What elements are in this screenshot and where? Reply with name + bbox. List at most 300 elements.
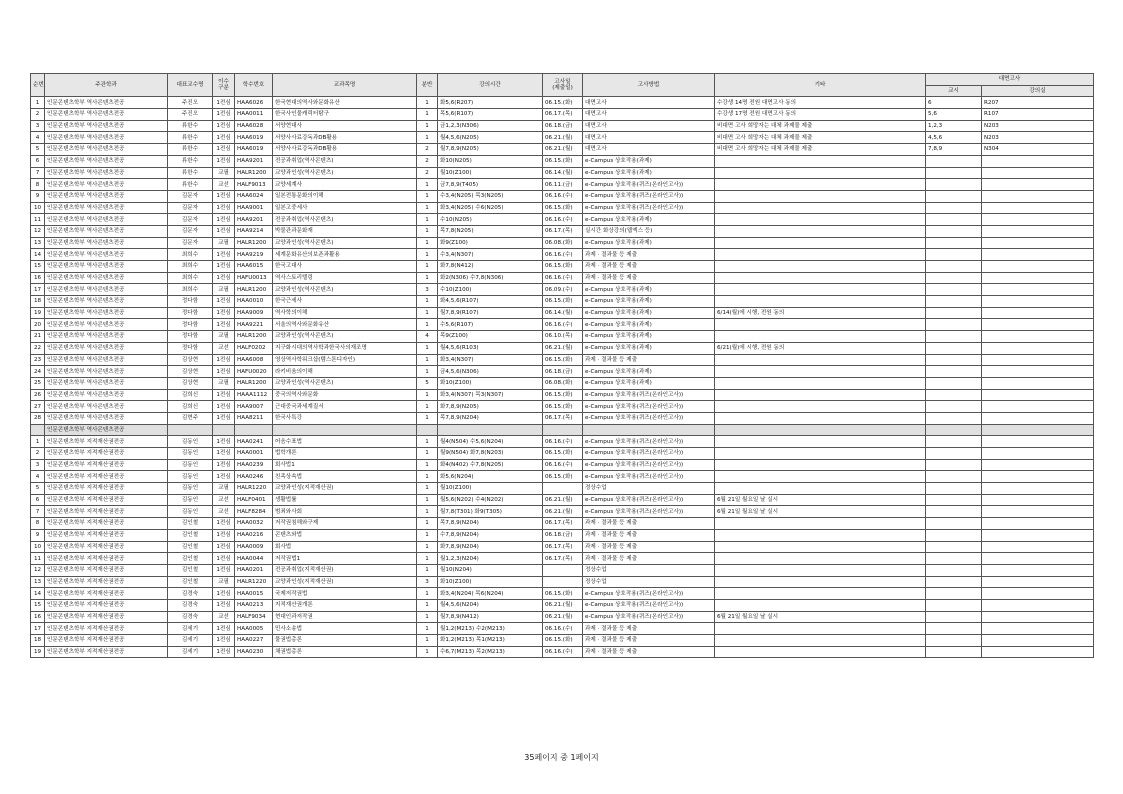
table-cell: HALR1200 (235, 284, 273, 296)
table-cell (926, 179, 982, 191)
table-cell: e-Campus 상호작용(과제) (583, 377, 715, 389)
table-cell: 월5,6(N202) 수4(N202) (438, 494, 543, 506)
col-dept: 주관학과 (45, 74, 168, 97)
table-cell: 금4,5,6(N306) (438, 366, 543, 378)
table-cell: 인문콘텐츠학부 역사콘텐츠전공 (45, 307, 168, 319)
table-cell: 김문자 (168, 202, 213, 214)
table-row (31, 623, 1094, 635)
table-cell: 06.16.(수) (543, 249, 583, 261)
table-cell: HALF0401 (235, 494, 273, 506)
table-cell: 친족상속법 (273, 471, 417, 483)
table-cell (982, 190, 1094, 202)
table-cell: 과제 · 결과물 등 제출 (583, 272, 715, 284)
table-cell (715, 459, 926, 471)
table-cell: 인문콘텐츠학부 역사콘텐츠전공 (45, 377, 168, 389)
table-cell: 12 (31, 225, 45, 237)
table-cell: 11 (31, 553, 45, 565)
table-cell: 정다함 (168, 319, 213, 331)
table-row (31, 436, 1094, 448)
table-cell: 06.15.(화) (543, 448, 583, 460)
table-cell: 6월 21일 월요일 날 실시 (715, 611, 926, 623)
table-row (31, 635, 1094, 647)
table-cell: 1 (417, 506, 438, 518)
table-cell: 저작권침해와구제 (273, 518, 417, 530)
table-row (31, 167, 1094, 179)
table-cell: 수10(Z100) (438, 284, 543, 296)
table-cell: 1전심 (213, 109, 235, 121)
table-cell: 인문콘텐츠학부 역사콘텐츠전공 (45, 144, 168, 156)
table-cell: 1전심 (213, 635, 235, 647)
table-cell: e-Campus 상호작용(퀴즈(온라인고사)) (583, 448, 715, 460)
table-cell: e-Campus 상호작용(과제) (583, 237, 715, 249)
table-cell (715, 599, 926, 611)
table-row (31, 494, 1094, 506)
table-cell: 1 (417, 249, 438, 261)
table-cell: 06.14.(월) (543, 307, 583, 319)
table-cell (715, 646, 926, 658)
table-cell: 1전심 (213, 518, 235, 530)
table-cell: e-Campus 상호작용(과제) (583, 307, 715, 319)
col-code: 학수번호 (235, 74, 273, 97)
table-cell: 최희수 (168, 284, 213, 296)
table-cell (715, 214, 926, 226)
table-cell: HAA0239 (235, 459, 273, 471)
table-cell: 1 (417, 214, 438, 226)
table-cell: 인문콘텐츠학부 지적재산권전공 (45, 529, 168, 541)
table-cell: 1 (417, 436, 438, 448)
table-cell: 화10(N205) (438, 155, 543, 167)
table-cell: 06.15.(화) (543, 296, 583, 308)
table-cell: HAA0216 (235, 529, 273, 541)
table-cell: HAAA1112 (235, 389, 273, 401)
col-time: 강의시간 (438, 74, 543, 97)
table-cell: 인문콘텐츠학부 지적재산권전공 (45, 518, 168, 530)
table-cell: 김인철 (168, 518, 213, 530)
table-cell: 06.18.(금) (543, 529, 583, 541)
table-cell: 1전심 (213, 541, 235, 553)
table-cell: 서양사사료강독과DB활용 (273, 144, 417, 156)
table-cell: 수강생 17명 전원 대면고사 동의 (715, 109, 926, 121)
table-cell: 교선 (213, 342, 235, 354)
table-cell: 1 (417, 635, 438, 647)
table-cell: 월1,2,3(N204) (438, 553, 543, 565)
table-cell: HAA9221 (235, 319, 273, 331)
table-cell: 역사스토리텔링 (273, 272, 417, 284)
table-cell: 교필 (213, 167, 235, 179)
table-cell: 콘텐츠와법 (273, 529, 417, 541)
table-cell: 인문콘텐츠학부 역사콘텐츠전공 (45, 109, 168, 121)
table-cell (982, 331, 1094, 343)
table-cell: 인문콘텐츠학부 역사콘텐츠전공 (45, 412, 168, 424)
table-cell: 1 (417, 190, 438, 202)
table-cell: 24 (31, 366, 45, 378)
table-cell: 4,5,6 (926, 132, 982, 144)
table-cell: 대면고사 (583, 144, 715, 156)
table-cell: 1전심 (213, 225, 235, 237)
table-cell: 1 (417, 483, 438, 495)
table-cell (543, 564, 583, 576)
table-cell: 대면고사 (583, 120, 715, 132)
table-cell: 김인철 (168, 553, 213, 565)
table-cell: 한국고대사 (273, 261, 417, 273)
table-cell: 생활법률 (273, 494, 417, 506)
table-cell: e-Campus 상호작용(퀴즈(온라인고사)) (583, 506, 715, 518)
table-cell: HAA9214 (235, 225, 273, 237)
table-cell (982, 354, 1094, 366)
table-cell: HAA0241 (235, 436, 273, 448)
table-cell: 류한수 (168, 132, 213, 144)
table-cell: 1 (417, 120, 438, 132)
table-cell (583, 424, 715, 436)
table-cell (982, 459, 1094, 471)
table-cell (926, 225, 982, 237)
table-cell: 16 (31, 611, 45, 623)
table-cell: 김동인 (168, 483, 213, 495)
table-cell: 1전심 (213, 296, 235, 308)
table-cell: 전공과취업(지적재산권) (273, 564, 417, 576)
table-cell: 9 (31, 190, 45, 202)
table-cell: 역사학의이해 (273, 307, 417, 319)
table-cell: 7 (31, 167, 45, 179)
table-cell: e-Campus 상호작용(퀴즈(온라인고사)) (583, 436, 715, 448)
table-cell: 3 (31, 120, 45, 132)
table-cell: 교필 (213, 483, 235, 495)
table-cell (168, 424, 213, 436)
table-cell (982, 623, 1094, 635)
table-cell: 1전심 (213, 412, 235, 424)
table-row (31, 284, 1094, 296)
table-cell: 류한수 (168, 179, 213, 191)
table-cell: HAFU0020 (235, 366, 273, 378)
table-cell: 과제 · 결과물 등 제출 (583, 646, 715, 658)
table-cell: 월7,8,9(R107) (438, 307, 543, 319)
table-cell (926, 155, 982, 167)
table-cell: 인문콘텐츠학부 역사콘텐츠전공 (45, 190, 168, 202)
table-cell: 인문콘텐츠학부 지적재산권전공 (45, 436, 168, 448)
table-cell: 최희수 (168, 249, 213, 261)
table-cell: 06.08.(화) (543, 377, 583, 389)
table-row (31, 354, 1094, 366)
table-cell: HAA6026 (235, 97, 273, 109)
table-row (31, 646, 1094, 658)
table-cell: 06.15.(화) (543, 471, 583, 483)
table-cell (982, 377, 1094, 389)
table-cell: HAA0001 (235, 448, 273, 460)
table-cell: 17 (31, 623, 45, 635)
table-cell: HALF0202 (235, 342, 273, 354)
table-cell: 2 (417, 144, 438, 156)
table-cell: e-Campus 상호작용(과제) (583, 331, 715, 343)
table-cell (926, 436, 982, 448)
table-cell: 김경숙 (168, 611, 213, 623)
table-cell: 화2(N306) 수7,8(N306) (438, 272, 543, 284)
table-cell: 과제 · 결과물 등 제출 (583, 635, 715, 647)
table-cell: 김동인 (168, 506, 213, 518)
table-cell (982, 448, 1094, 460)
table-cell: 목7,8,9(N204) (438, 518, 543, 530)
table-row (31, 389, 1094, 401)
table-cell: 9 (31, 529, 45, 541)
table-cell (982, 389, 1094, 401)
table-cell: 1 (417, 261, 438, 273)
table-cell (982, 366, 1094, 378)
table-cell: 17 (31, 284, 45, 296)
table-cell: 과제 · 결과물 등 제출 (583, 249, 715, 261)
table-cell: 2 (31, 109, 45, 121)
table-cell: 법학개론 (273, 448, 417, 460)
table-cell: 정상수업 (583, 576, 715, 588)
exam-schedule-sheet (30, 73, 1093, 658)
col-course: 교과목명 (273, 74, 417, 97)
table-cell: 김인철 (168, 541, 213, 553)
col-sec: 분반 (417, 74, 438, 97)
table-cell: 인문콘텐츠학부 역사콘텐츠전공 (45, 97, 168, 109)
table-cell: 1전심 (213, 553, 235, 565)
table-row (31, 483, 1094, 495)
table-cell: 수10(N205) (438, 214, 543, 226)
table-cell (715, 366, 926, 378)
table-row (31, 296, 1094, 308)
table-cell (438, 424, 543, 436)
table-cell (982, 167, 1094, 179)
table-row (31, 611, 1094, 623)
table-row (31, 120, 1094, 132)
table-cell (926, 167, 982, 179)
table-cell: e-Campus 상호작용(퀴즈(온라인고사)) (583, 459, 715, 471)
table-cell: 25 (31, 377, 45, 389)
table-cell: 06.15.(화) (543, 635, 583, 647)
table-cell: 1전심 (213, 564, 235, 576)
table-row (31, 144, 1094, 156)
table-cell: 화5,6(N204) (438, 471, 543, 483)
table-cell: 4 (31, 471, 45, 483)
table-cell: 한국근세사 (273, 296, 417, 308)
exam-schedule-table (30, 73, 1094, 658)
col-type: 이수 구분 (213, 74, 235, 97)
table-cell (926, 296, 982, 308)
table-cell: 1전심 (213, 401, 235, 413)
table-cell: e-Campus 상호작용(과제) (583, 155, 715, 167)
table-cell: 3 (417, 576, 438, 588)
table-cell: 화3,4(N204) 목6(N204) (438, 588, 543, 600)
table-cell: 5 (31, 144, 45, 156)
table-cell: 06.16.(수) (543, 319, 583, 331)
table-cell: 인문콘텐츠학부 역사콘텐츠전공 (45, 214, 168, 226)
table-cell: 인문콘텐츠학부 지적재산권전공 (45, 506, 168, 518)
table-cell (982, 155, 1094, 167)
table-cell: 김세기 (168, 623, 213, 635)
table-cell: 인문콘텐츠학부 역사콘텐츠전공 (45, 401, 168, 413)
table-cell: 14 (31, 249, 45, 261)
table-cell: 류한수 (168, 155, 213, 167)
table-cell: 1 (417, 611, 438, 623)
table-cell: 화10(Z100) (438, 576, 543, 588)
table-cell: e-Campus 상호작용(과제) (583, 319, 715, 331)
table-cell: 저작권법1 (273, 553, 417, 565)
table-cell (543, 424, 583, 436)
table-cell (715, 401, 926, 413)
table-cell: HAA6008 (235, 354, 273, 366)
table-cell (715, 576, 926, 588)
table-cell (926, 506, 982, 518)
table-cell: 교양과인성(역사콘텐츠) (273, 377, 417, 389)
table-cell: 김상현 (168, 377, 213, 389)
table-cell: e-Campus 상호작용(퀴즈(온라인고사)) (583, 599, 715, 611)
table-cell: 1전심 (213, 144, 235, 156)
table-cell (982, 412, 1094, 424)
table-cell (715, 424, 926, 436)
table-cell: 1 (417, 564, 438, 576)
table-cell: 화4,5,6(R107) (438, 296, 543, 308)
table-cell: 06.17.(목) (543, 109, 583, 121)
table-cell: 인문콘텐츠학부 역사콘텐츠전공 (45, 331, 168, 343)
table-cell (273, 424, 417, 436)
table-cell: 1전심 (213, 97, 235, 109)
table-cell: e-Campus 상호작용(과제) (583, 296, 715, 308)
table-cell: 교필 (213, 284, 235, 296)
table-cell: 비대면 고사 희망자는 대체 과제물 제출 (715, 132, 926, 144)
table-row (31, 471, 1094, 483)
table-cell: HAA6019 (235, 144, 273, 156)
table-row (31, 261, 1094, 273)
table-cell (982, 553, 1094, 565)
table-cell: HAA6019 (235, 132, 273, 144)
table-cell (926, 412, 982, 424)
table-row (31, 155, 1094, 167)
table-cell (926, 483, 982, 495)
table-cell: 교양과인성(역사콘텐츠) (273, 237, 417, 249)
table-cell: 서울의역사와문화유산 (273, 319, 417, 331)
table-cell (926, 284, 982, 296)
table-cell: 수강생 14명 전원 대면고사 동의 (715, 97, 926, 109)
table-cell (417, 424, 438, 436)
table-cell: 인문콘텐츠학부 지적재산권전공 (45, 623, 168, 635)
table-row (31, 97, 1094, 109)
table-cell (715, 225, 926, 237)
table-cell (926, 564, 982, 576)
table-cell: 월4,5,6(N204) (438, 599, 543, 611)
table-cell: 6월 21일 월요일 날 실시 (715, 494, 926, 506)
table-cell (715, 331, 926, 343)
table-cell: 3 (31, 459, 45, 471)
table-row (31, 564, 1094, 576)
table-cell (926, 214, 982, 226)
table-cell: 대면고사 (583, 109, 715, 121)
table-cell (982, 272, 1094, 284)
table-cell: 1 (417, 97, 438, 109)
table-cell (926, 342, 982, 354)
table-cell: 세계문화유산의보존과활용 (273, 249, 417, 261)
table-cell: 06.16.(수) (543, 272, 583, 284)
table-cell: 수3,4(N205) 목3(N205) (438, 190, 543, 202)
table-cell: 인문콘텐츠학부 역사콘텐츠전공 (45, 120, 168, 132)
table-cell: 김경숙 (168, 588, 213, 600)
table-cell: 1 (417, 459, 438, 471)
table-cell: 1전심 (213, 354, 235, 366)
table-cell: 1 (417, 342, 438, 354)
table-cell: 06.16.(수) (543, 436, 583, 448)
table-cell: 1전심 (213, 599, 235, 611)
table-row (31, 179, 1094, 191)
table-cell (715, 179, 926, 191)
table-cell: 수6,7(M213) 목2(M213) (438, 646, 543, 658)
table-cell: 1 (417, 646, 438, 658)
table-cell: 인문콘텐츠학부 역사콘텐츠전공 (45, 179, 168, 191)
table-cell: 1 (31, 436, 45, 448)
table-row (31, 132, 1094, 144)
table-cell: 김희신 (168, 389, 213, 401)
table-cell: 김동인 (168, 436, 213, 448)
table-cell: 4 (417, 331, 438, 343)
table-cell (982, 646, 1094, 658)
table-cell: 김문자 (168, 190, 213, 202)
table-cell: 월10(Z100) (438, 483, 543, 495)
table-cell: 06.21.(월) (543, 494, 583, 506)
table-cell (982, 611, 1094, 623)
table-cell: 목5,6(R107) (438, 109, 543, 121)
table-row (31, 541, 1094, 553)
table-cell: 1 (417, 529, 438, 541)
table-cell: 06.15.(화) (543, 155, 583, 167)
table-cell: 1전심 (213, 214, 235, 226)
table-cell: 06.21.(월) (543, 342, 583, 354)
table-cell: 1 (417, 599, 438, 611)
table-cell: 교양세계사 (273, 179, 417, 191)
table-cell: HAFU0013 (235, 272, 273, 284)
table-cell: 06.15.(화) (543, 202, 583, 214)
table-cell: 06.15.(화) (543, 389, 583, 401)
table-cell: 1전심 (213, 459, 235, 471)
table-cell (213, 424, 235, 436)
table-row (31, 342, 1094, 354)
table-cell: 류한수 (168, 120, 213, 132)
table-cell: 김희신 (168, 401, 213, 413)
table-cell: 06.17.(목) (543, 225, 583, 237)
table-cell (982, 214, 1094, 226)
table-cell: e-Campus 상호작용(퀴즈(온라인고사)) (583, 471, 715, 483)
table-cell: HAA9007 (235, 401, 273, 413)
table-cell: HAA0213 (235, 599, 273, 611)
table-cell: HALR1220 (235, 483, 273, 495)
table-cell: 과제 · 결과물 등 제출 (583, 553, 715, 565)
table-cell: 인문콘텐츠학부 지적재산권전공 (45, 448, 168, 460)
table-cell: 1 (417, 401, 438, 413)
table-cell: 1,2,3 (926, 120, 982, 132)
table-cell: 인문콘텐츠학부 역사콘텐츠전공 (45, 319, 168, 331)
table-cell: HALF8284 (235, 506, 273, 518)
table-cell: 교양과인성(지적재산권) (273, 483, 417, 495)
table-cell: 월7,8,9(N412) (438, 611, 543, 623)
table-cell: e-Campus 상호작용(과제) (583, 284, 715, 296)
table-cell: 21 (31, 331, 45, 343)
table-cell: 김인철 (168, 564, 213, 576)
table-row (31, 506, 1094, 518)
table-cell (982, 588, 1094, 600)
table-cell: N203 (982, 120, 1094, 132)
table-cell: 류한수 (168, 167, 213, 179)
table-cell: 인문콘텐츠학부 지적재산권전공 (45, 635, 168, 647)
table-cell: 교필 (213, 377, 235, 389)
table-cell: e-Campus 상호작용(퀴즈(온라인고사)) (583, 202, 715, 214)
table-cell: HAA0005 (235, 623, 273, 635)
table-cell: 1 (417, 541, 438, 553)
table-cell (926, 424, 982, 436)
table-cell: 1 (417, 588, 438, 600)
table-cell (982, 307, 1094, 319)
table-cell (982, 518, 1094, 530)
table-cell: 10 (31, 541, 45, 553)
table-cell (715, 389, 926, 401)
